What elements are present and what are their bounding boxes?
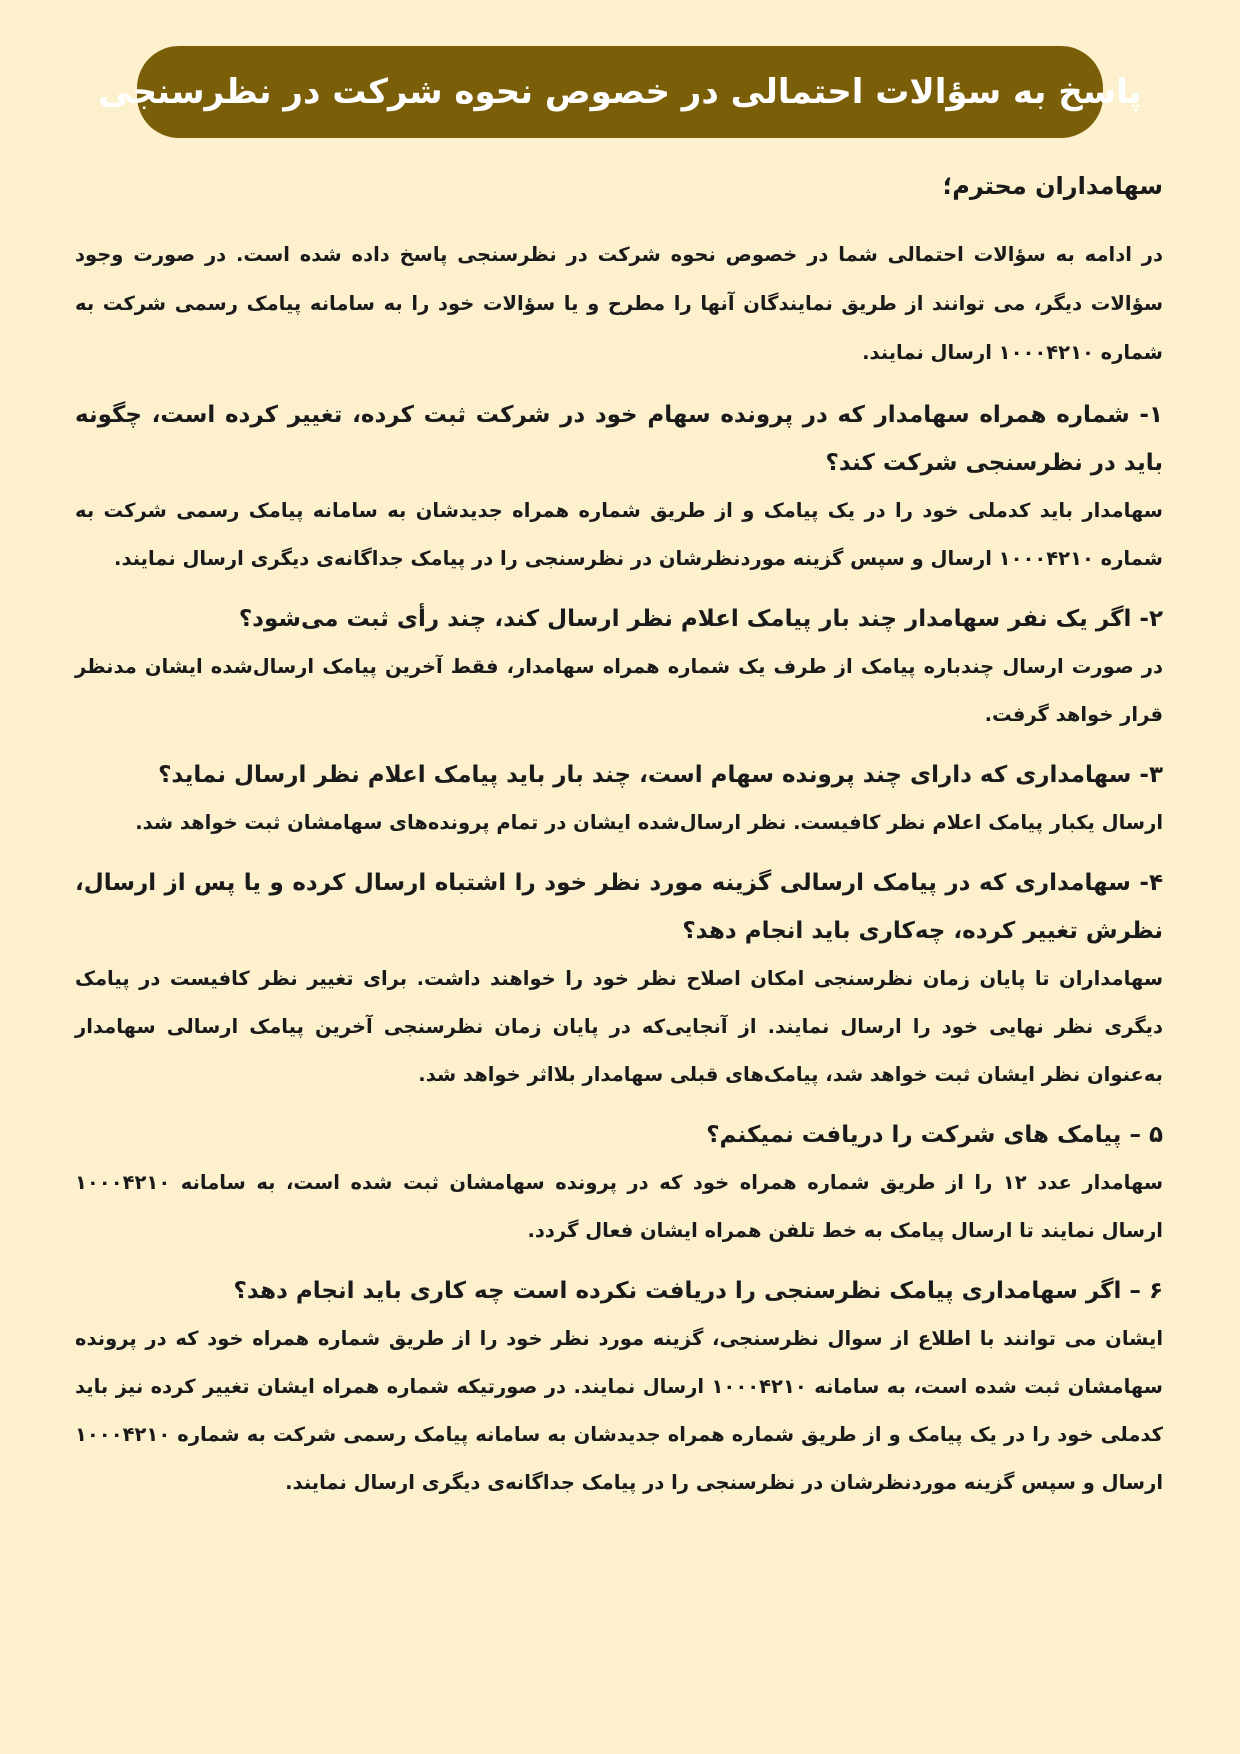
qa-item-5: [75, 1111, 1163, 1255]
answer-6: ایشان می توانند با اطلاع از سوال نظرسنجی، گزینه مورد نظر خود را از طریق شماره همراه خود که در پرونده سهامشان ثبت شده است، به سامانه ۱۰۰۰۴۲۱۰ ارسال نمایند. در صورتیکه شماره همراه ایشان تغییر کرده نیز باید کدملی خود را در یک پیامک و از طریق شماره همراه جدیدشان به سامانه پیامک رسمی شرکت به شماره ۱۰۰۰۴۲۱۰ ارسال و سپس گزینه موردنظرشان در نظرسنجی را در پیامک جداگانه‌ی دیگری ارسال نمایند.: [75, 1327, 1163, 1494]
qa-item-1: [75, 391, 1163, 583]
answer-4: سهامداران تا پایان زمان نظرسنجی امکان اصلاح نظر خود را خواهند داشت. برای تغییر نظر کافیست در پیامک دیگری نظر نهایی خود را ارسال نمایند. از آنجایی‌که در پایان زمان نظرسنجی آخرین پیامک ارسالی سهامدار به‌عنوان نظر ایشان ثبت خواهد شد، پیامک‌های قبلی سهامدار بلااثر خواهد شد.: [75, 967, 1163, 1086]
qa-item-6: [75, 1267, 1163, 1507]
question-6: ۶ – اگر سهامداری پیامک نظرسنجی را دریافت نکرده است چه کاری باید انجام دهد؟: [233, 1278, 1163, 1304]
question-1: ۱- شماره همراه سهامدار که در پرونده سهام خود در شرکت ثبت کرده، تغییر کرده است، چگونه باید در نظرسنجی شرکت کند؟: [75, 402, 1163, 476]
salutation: سهامداران محترم؛: [942, 172, 1163, 200]
answer-1: سهامدار باید کدملی خود را در یک پیامک و از طریق شماره همراه جدیدشان به سامانه پیامک رسمی شرکت به شماره ۱۰۰۰۴۲۱۰ ارسال و سپس گزینه موردنظرشان در نظرسنجی را در پیامک جداگانه‌ی دیگری ارسال نمایند.: [75, 499, 1163, 570]
answer-2: در صورت ارسال چندباره پیامک از طرف یک شماره همراه سهامدار، فقط آخرین پیامک ارسال‌شده ایشان مدنظر قرار خواهد گرفت.: [75, 655, 1163, 726]
qa-item-2: [75, 595, 1163, 739]
question-4: ۴- سهامداری که در پیامک ارسالی گزینه مورد نظر خود را اشتباه ارسال کرده و یا پس از ارسال، نظرش تغییر کرده، چه‌کاری باید انجام دهد؟: [75, 870, 1163, 944]
question-5: ۵ – پیامک های شرکت را دریافت نمیکنم؟: [706, 1122, 1163, 1148]
question-2: ۲- اگر یک نفر سهامدار چند بار پیامک اعلام نظر ارسال کند، چند رأی ثبت می‌شود؟: [238, 606, 1163, 632]
qa-item-3: [75, 751, 1163, 847]
answer-5: سهامدار عدد ۱۲ را از طریق شماره همراه خود که در پرونده سهامشان ثبت شده است، به سامانه ۱۰۰۰۴۲۱۰ ارسال نمایند تا ارسال پیامک به خط تلفن همراه ایشان فعال گردد.: [75, 1171, 1163, 1242]
intro-paragraph: در ادامه به سؤالات احتمالی شما در خصوص نحوه شرکت در نظرسنجی پاسخ داده شده است. در صورت وجود سؤالات دیگر، می توانند از طریق نمایندگان آنها را مطرح و یا سؤالات خود را به سامانه پیامک رسمی شرکت به شماره ۱۰۰۰۴۲۱۰ ارسال نمایند.: [75, 243, 1163, 364]
qa-item-4: [75, 859, 1163, 1099]
document-body: [75, 160, 1163, 1519]
answer-3: ارسال یکبار پیامک اعلام نظر کافیست. نظر ارسال‌شده ایشان در تمام پرونده‌های سهامشان ثبت خواهد شد.: [135, 811, 1163, 834]
page-title: پاسخ به سؤالات احتمالی در خصوص نحوه شرکت در نظرسنجی: [98, 72, 1142, 112]
title-banner: [98, 46, 1142, 138]
question-3: ۳- سهامداری که دارای چند پرونده سهام است، چند بار باید پیامک اعلام نظر ارسال نماید؟: [158, 762, 1163, 788]
